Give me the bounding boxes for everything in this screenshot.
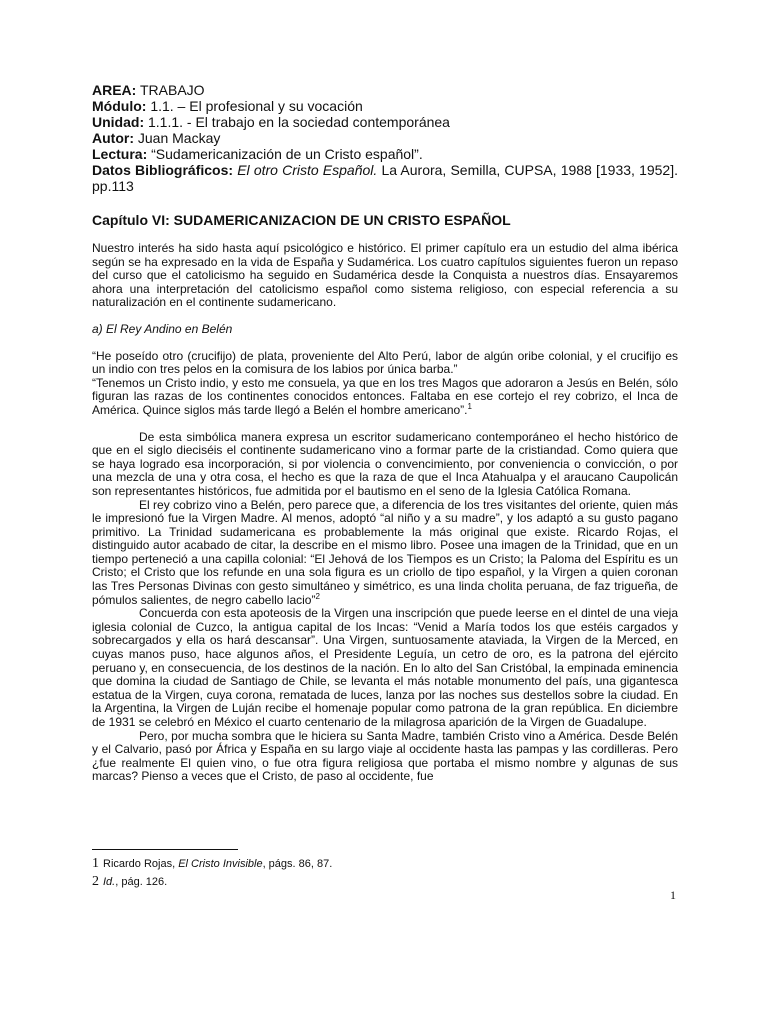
header-metadata bbox=[92, 82, 678, 194]
quote-paragraph-1: “He poseído otro (crucifijo) de plata, proveniente del Alto Perú, labor de algún oribe colonial, y el crucifijo es un indio con tres pelos en la comisura de los labios por única barba.” bbox=[92, 348, 678, 377]
footnotes bbox=[92, 855, 678, 891]
autor-line bbox=[92, 130, 678, 146]
para-2-text: El rey cobrizo vino a Belén, pero parece que, a diferencia de los tres visitantes del oriente, quien más le impresionó fue la Virgen Madre. Al menos, adoptó “al niño y a su madre”, y los adaptó a su gusto pagano primitivo. La Trinidad sudamericana es probablemente la más original que existe. Ricardo Rojas, el distinguido autor acabado de citar, la describe en el mismo libro. Posee una imagen de la Trinidad, que en un tiempo perteneció a una capilla colonial: “El Jehová de los Tiempos es un Cristo; la Paloma del Espíritu es un Cristo; el Cristo que los refunde en una sola figura es un criollo de tipo español, y la Virgen a quien coronan las Tres Personas Divinas con gesto simultáneo y simétrico, es una linda cholita peruana, de faz trigueña, de pómulos salientes, de negro cabello lacio” bbox=[92, 497, 678, 607]
unidad-value: 1.1.1. - El trabajo en la sociedad contemporánea bbox=[148, 114, 450, 130]
footnote-number: 1 bbox=[92, 856, 99, 871]
datos-title: El otro Cristo Español. bbox=[237, 162, 378, 178]
footnote-ref-1: 1 bbox=[467, 401, 472, 411]
section-title: a) El Rey Andino en Belén bbox=[92, 321, 233, 336]
lectura-label: Lectura: bbox=[92, 146, 148, 162]
page-number: 1 bbox=[670, 888, 676, 902]
modulo-value: 1.1. – El profesional y su vocación bbox=[150, 98, 363, 114]
footnote-number: 2 bbox=[92, 874, 99, 889]
footnote-ref-2: 2 bbox=[315, 591, 320, 601]
area-label: AREA: bbox=[92, 82, 137, 98]
body-text bbox=[92, 242, 678, 784]
body-paragraph-1: De esta simbólica manera expresa un escritor sudamericano contemporáneo el hecho histórico de que en el siglo dieciséis el continente sudamericano vino a formar parte de la cristiandad. Como quiera que se haya logrado esa incorporación, si por violencia o convencimiento, por conveniencia o convicción, o por una mezcla de una y otra cosa, el hecho es que la raza de que el Inca Atahualpa y el araucano Caupolicán son representantes históricos, fue admitida por el bautismo en el seno de la Iglesia Católica Romana. bbox=[92, 429, 678, 498]
datos-line bbox=[92, 162, 678, 194]
autor-label: Autor: bbox=[92, 130, 134, 146]
footnote-title: Id. bbox=[103, 876, 116, 888]
footnote-title: El Cristo Invisible bbox=[178, 858, 263, 870]
lectura-value: “Sudamericanización de un Cristo español”. bbox=[151, 146, 423, 162]
body-paragraph-3: Concuerda con esta apoteosis de la Virgen una inscripción que puede leerse en el dintel de una vieja iglesia colonial de Cuzco, la antigua capital de los Incas: “Venid a María todos los que estéis cargados y sobrecargados y ella os hará descansar”. Una Virgen, suntuosamente ataviada, la Virgen de la Merced, en cuyas manos puso, hace algunos años, el Presidente Leguía, un cetro de oro, es la patrona del ejército peruano y, en consecuencia, de los destinos de la nación. En lo alto del San Cristóbal, la empinada eminencia que domina la ciudad de Santiago de Chile, se levanta el más notable monumento del país, una gigantesca estatua de la Virgen, cuya corona, rematada de luces, lanza por las noches sus destellos sobre la ciudad. En la Argentina, la Virgen de Luján recibe el homenaje popular como patrona de la gran república. En diciembre de 1931 se celebró en México el cuarto centenario de la milagrosa aparición de la Virgen de Guadalupe. bbox=[92, 606, 678, 729]
body-paragraph-2 bbox=[92, 499, 678, 608]
area-value: TRABAJO bbox=[139, 82, 205, 98]
footnote-1 bbox=[92, 855, 678, 873]
modulo-label: Módulo: bbox=[92, 98, 147, 114]
datos-rest: La Aurora, Semilla, CUPSA, 1988 [1933, 1952]. pp.113 bbox=[92, 162, 678, 194]
unidad-label: Unidad: bbox=[92, 114, 145, 130]
quote-2-text: “Tenemos un Cristo indio, y esto me consuela, ya que en los tres Magos que adoraron a Jesús en Belén, sólo figuran las razas de los continentes conocidos entonces. Faltaba en ese cortejo el rey cobrizo, el Inca de América. Quince siglos más tarde llegó a Belén el hombre americano”. bbox=[92, 375, 678, 417]
area-line bbox=[92, 82, 678, 98]
unidad-line bbox=[92, 114, 678, 130]
footnote-2 bbox=[92, 873, 678, 891]
footnote-text: , pág. 126. bbox=[115, 876, 168, 888]
intro-paragraph: Nuestro interés ha sido hasta aquí psicológico e histórico. El primer capítulo era un estudio del alma ibérica según se ha expresado en la vida de España y Sudamérica. Los cuatro capítulos siguientes fueron un repaso del curso que el catolicismo ha seguido en Sudamérica desde la Conquista a nuestros días. Ensayaremos ahora una interpretación del catolicismo español como sistema religioso, con especial referencia a su naturalización en el continente sudamericano. bbox=[92, 241, 678, 310]
spacer bbox=[92, 418, 678, 431]
autor-value: Juan Mackay bbox=[137, 130, 221, 146]
document-page bbox=[92, 82, 678, 784]
footnote-text: Ricardo Rojas, bbox=[103, 858, 179, 870]
footnote-separator bbox=[92, 849, 238, 850]
quote-paragraph-2 bbox=[92, 377, 678, 418]
footnote-text: , págs. 86, 87. bbox=[262, 858, 333, 870]
lectura-line bbox=[92, 146, 678, 162]
modulo-line bbox=[92, 98, 678, 114]
datos-label: Datos Bibliográficos: bbox=[92, 162, 234, 178]
body-paragraph-4: Pero, por mucha sombra que le hiciera su Santa Madre, también Cristo vino a América. Desde Belén y el Calvario, pasó por África y España en su largo viaje al occidente hasta las pampas y las cordilleras. Pero ¿fue realmente El quien vino, o fue otra figura religiosa que portaba el mismo nombre y algunas de sus marcas? Pienso a veces que el Cristo, de paso al occidente, fue bbox=[92, 728, 678, 784]
chapter-title: Capítulo VI: SUDAMERICANIZACION DE UN CRISTO ESPAÑOL bbox=[92, 212, 511, 228]
